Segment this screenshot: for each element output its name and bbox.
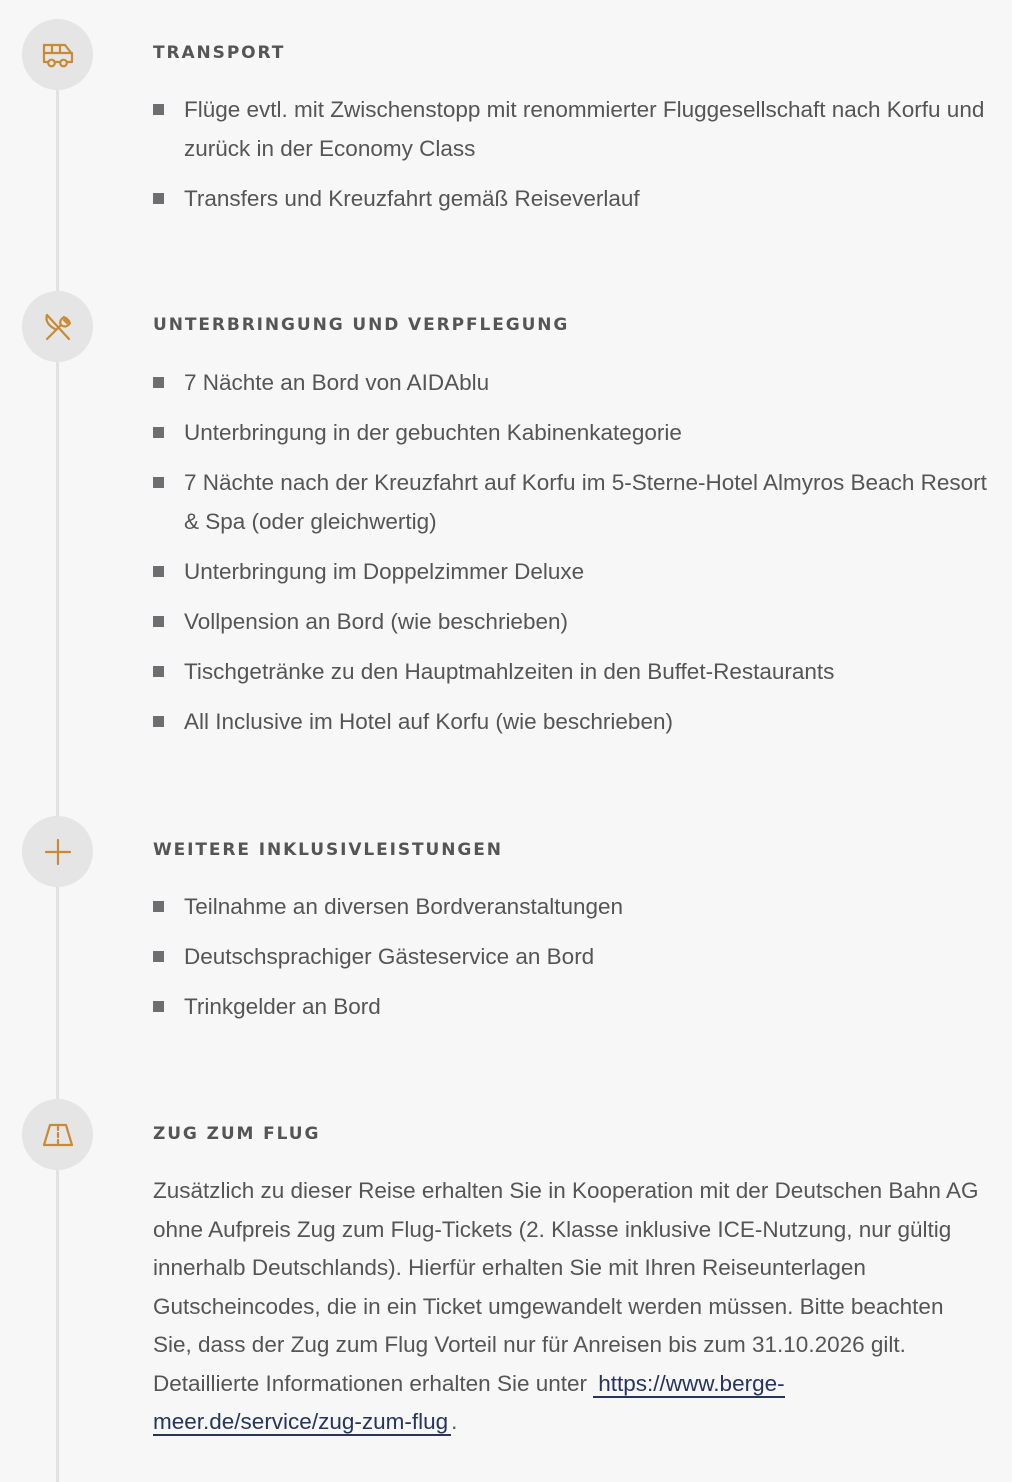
rail-and-fly-link[interactable]: https://www.berge-meer.de/service/zug-zum-flug xyxy=(153,1370,785,1434)
icon-badge xyxy=(22,1099,93,1170)
section-title: TRANSPORT xyxy=(153,43,286,63)
list-item: Unterbringung in der gebuchten Kabinenkategorie xyxy=(153,413,993,452)
list-item: Vollpension an Bord (wie beschrieben) xyxy=(153,602,993,641)
icon-badge xyxy=(22,816,93,887)
list-item: Flüge evtl. mit Zwischenstopp mit renommierter Fluggesellschaft nach Korfu und zurück in der Economy Class xyxy=(153,90,993,168)
inclusion-list xyxy=(153,90,993,229)
icon-badge xyxy=(22,19,93,90)
rail-and-fly-description xyxy=(153,1172,983,1442)
list-item: 7 Nächte an Bord von AIDAblu xyxy=(153,363,993,402)
inclusion-list xyxy=(153,363,993,752)
list-item: Transfers und Kreuzfahrt gemäß Reiseverlauf xyxy=(153,179,993,218)
road-icon xyxy=(39,1116,77,1154)
list-item: Trinkgelder an Bord xyxy=(153,987,993,1026)
list-item: Teilnahme an diversen Bordveranstaltungen xyxy=(153,887,993,926)
list-item: All Inclusive im Hotel auf Korfu (wie beschrieben) xyxy=(153,702,993,741)
section-title: ZUG ZUM FLUG xyxy=(153,1124,321,1144)
van-icon xyxy=(39,36,77,74)
inclusion-list xyxy=(153,887,993,1037)
list-item: Unterbringung im Doppelzimmer Deluxe xyxy=(153,552,993,591)
description-text: Zusätzlich zu dieser Reise erhalten Sie in Kooperation mit der Deutschen Bahn AG ohne Aufpreis Zug zum Flug-Tickets (2. Klasse inklusive ICE-Nutzung, nur gültig innerhalb Deutschlands). Hierfür erhalten Sie mit Ihren Reiseunterlagen Gutscheincodes, die in ein Ticket umgewandelt werden müssen. Bitte beachten Sie, dass der Zug zum Flug Vorteil nur für Anreisen bis zum 31.10.2026 gilt. Detaillierte Informationen erhalten Sie unter xyxy=(153,1178,979,1396)
list-item: Deutschsprachiger Gästeservice an Bord xyxy=(153,937,993,976)
fork-knife-icon xyxy=(39,308,77,346)
icon-badge xyxy=(22,291,93,362)
list-item: 7 Nächte nach der Kreuzfahrt auf Korfu im 5-Sterne-Hotel Almyros Beach Resort & Spa (oder gleichwertig) xyxy=(153,463,993,541)
list-item: Tischgetränke zu den Hauptmahlzeiten in den Buffet-Restaurants xyxy=(153,652,993,691)
timeline-line xyxy=(56,60,59,1482)
section-title: UNTERBRINGUNG UND VERPFLEGUNG xyxy=(153,315,570,335)
description-end: . xyxy=(451,1409,458,1434)
section-title: WEITERE INKLUSIVLEISTUNGEN xyxy=(153,840,503,860)
plus-icon xyxy=(39,833,77,871)
